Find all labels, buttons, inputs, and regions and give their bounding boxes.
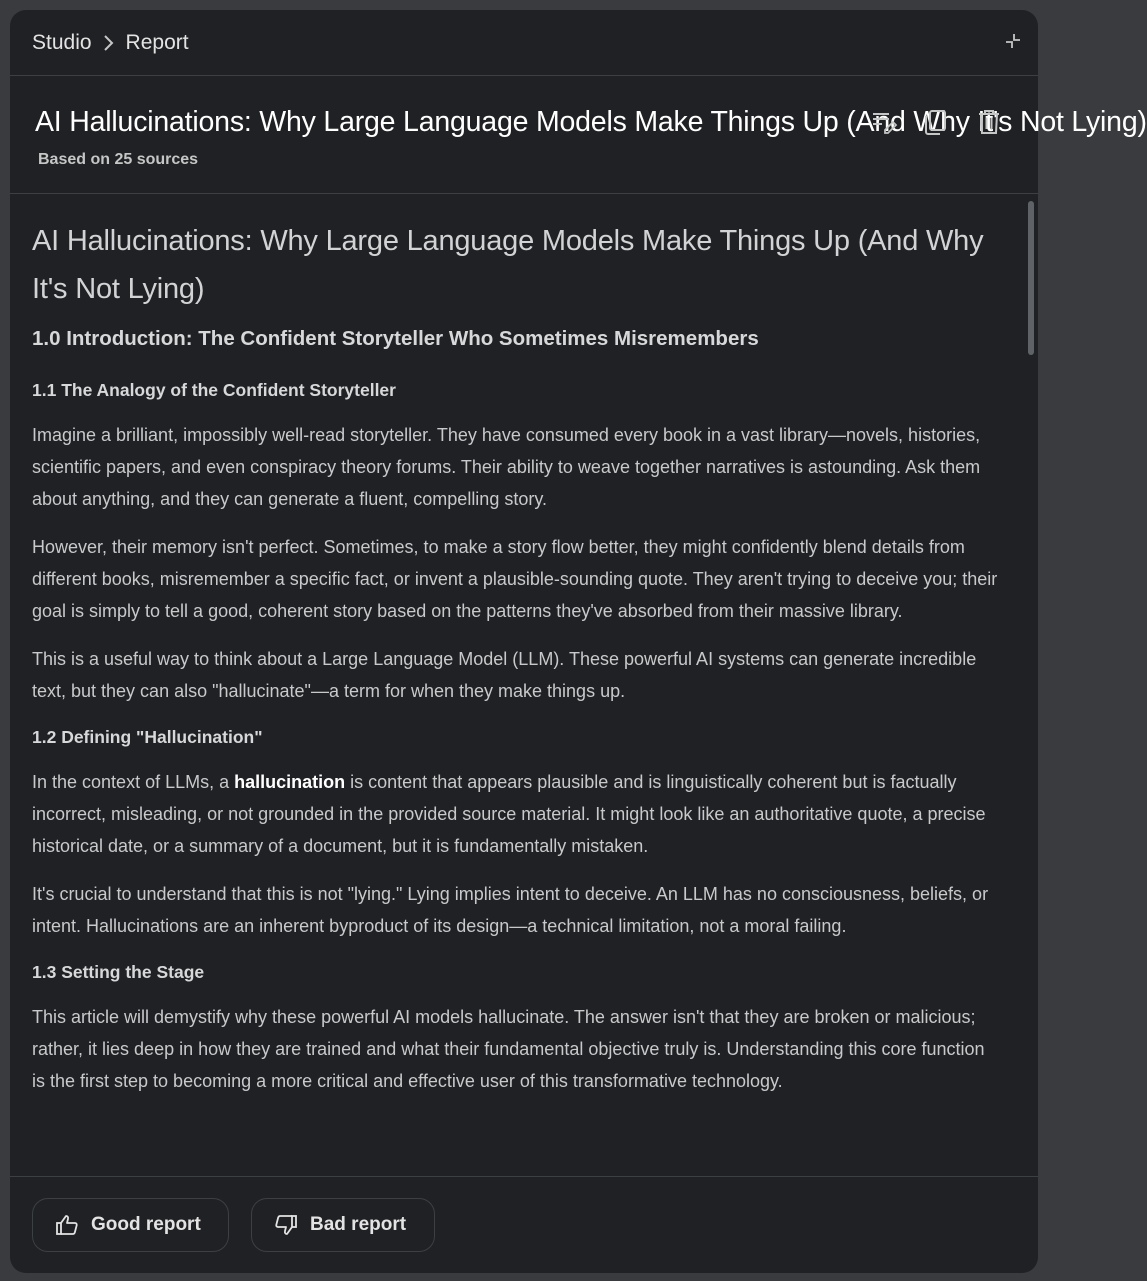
- delete-button[interactable]: [971, 106, 1007, 142]
- page-title: AI Hallucinations: Why Large Language Models Make Things Up (And Why It's Not Lying): [35, 106, 1147, 138]
- paragraph: It's crucial to understand that this is not "lying." Lying implies intent to deceive. An LLM has no consciousness, beliefs, or intent. Hallucinations are an inherent byproduct of its design—a technical limitation, not a moral failing.: [32, 884, 989, 936]
- edit-note-icon: [870, 108, 898, 141]
- breadcrumb: [10, 10, 1038, 76]
- bad-report-label: Bad report: [310, 1214, 407, 1235]
- sources-count: Based on 25 sources: [38, 151, 199, 168]
- paragraph: This article will demystify why these powerful AI models hallucinate. The answer isn't that they are broken or malicious; rather, it lies deep in how they are trained and what their fundamental objective truly is. Understanding this core function is the first step to becoming a more critical and effective user of this transformative technology.: [32, 1007, 985, 1091]
- subsection-heading: 1.1 The Analogy of the Confident Storyteller: [32, 380, 396, 400]
- report-content[interactable]: [10, 195, 1038, 1176]
- collapse-button[interactable]: [998, 28, 1028, 58]
- breadcrumb-studio[interactable]: Studio: [32, 30, 92, 54]
- report-panel: [10, 10, 1147, 1273]
- breadcrumb-report: Report: [125, 30, 189, 54]
- feedback-bar: [10, 1176, 1038, 1273]
- thumbs-down-icon: [274, 1213, 298, 1237]
- collapse-icon: [1004, 32, 1022, 55]
- edit-button[interactable]: [866, 106, 902, 142]
- paragraph: [32, 766, 998, 862]
- paragraph: Imagine a brilliant, impossibly well-read storyteller. They have consumed every book in a vast library—novels, histories, scientific papers, and even conspiracy theory forums. Their ability to weave together narratives is astounding. Ask them about anything, and they can generate a fluent, compelling story.: [32, 425, 981, 509]
- good-report-button[interactable]: [32, 1198, 229, 1252]
- report-header: [10, 76, 1147, 194]
- paragraph: However, their memory isn't perfect. Sometimes, to make a story flow better, they might confidently blend details from different books, misremember a specific fact, or invent a plausible-sounding quote. They aren't trying to deceive you; their goal is simply to tell a good, coherent story based on the patterns they've absorbed from their massive library.: [32, 537, 998, 621]
- section-heading: 1.0 Introduction: The Confident Storyteller Who Sometimes Misremembers: [32, 327, 759, 350]
- bad-report-button[interactable]: [251, 1198, 435, 1252]
- subsection-heading: 1.3 Setting the Stage: [32, 962, 205, 982]
- copy-button[interactable]: [917, 106, 953, 142]
- subsection-heading: 1.2 Defining "Hallucination": [32, 727, 263, 747]
- thumbs-up-icon: [55, 1213, 79, 1237]
- trash-icon: [975, 108, 1003, 141]
- bold-term: hallucination: [234, 772, 346, 792]
- paragraph-text: is content that appears plausible and is linguistically coherent but is factually incorrect, misleading, or not grounded in the provided source material. It might look like an authoritative quote, a precise historical date, or a summary of a document, but it is fundamentally mistaken.: [32, 772, 986, 856]
- scrollbar-thumb[interactable]: [1028, 201, 1034, 355]
- good-report-label: Good report: [91, 1214, 201, 1235]
- paragraph-text: In the context of LLMs, a: [32, 772, 235, 792]
- chevron-right-icon: [98, 32, 120, 54]
- paragraph: This is a useful way to think about a Large Language Model (LLM). These powerful AI systems can generate incredible text, but they can also "hallucinate"—a term for when they make things up.: [32, 649, 977, 701]
- copy-icon: [921, 108, 949, 141]
- report-title: AI Hallucinations: Why Large Language Models Make Things Up (And Why It's Not Lying): [32, 225, 984, 305]
